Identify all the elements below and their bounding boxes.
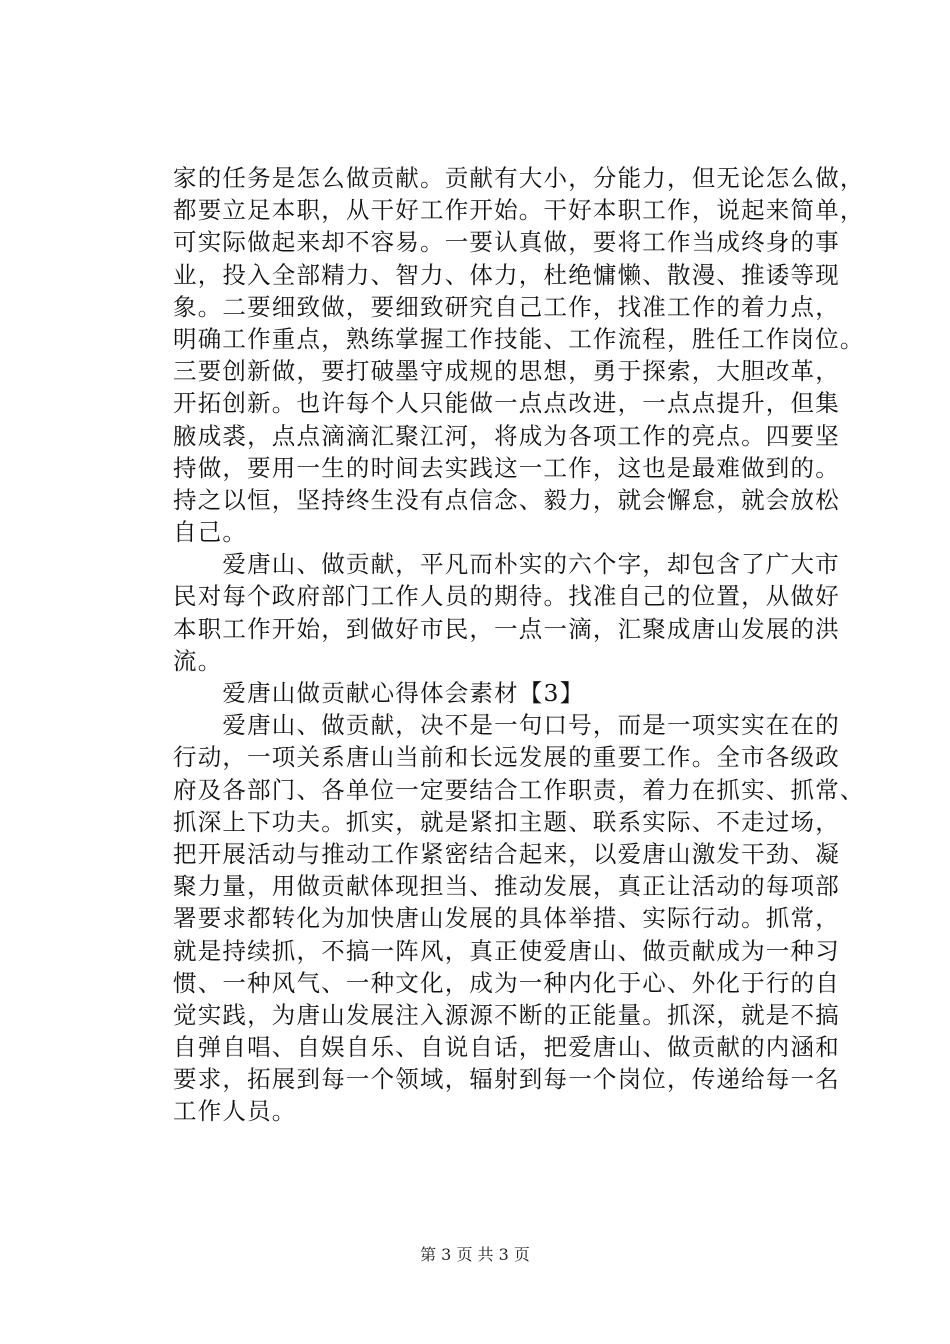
text-line: 业，投入全部精力、智力、体力，杜绝慵懒、散漫、推诿等现 <box>173 260 840 289</box>
body-text <box>173 162 865 1128</box>
text-line: 要求，拓展到每一个领域，辐射到每一个岗位，传递给每一名 <box>173 1065 840 1094</box>
text-line: 明确工作重点，熟练掌握工作技能、工作流程，胜任工作岗位。 <box>173 324 865 353</box>
text-line: 象。二要细致做，要细致研究自己工作，找准工作的着力点， <box>173 292 840 321</box>
text-line: 持之以恒，坚持终生没有点信念、毅力，就会懈怠，就会放松 <box>173 485 840 514</box>
text-line: 腋成裘，点点滴滴汇聚江河，将成为各项工作的亮点。四要坚 <box>173 421 840 450</box>
section-heading: 爱唐山做贡献心得体会素材【3】 <box>173 679 585 707</box>
text-line: 家的任务是怎么做贡献。贡献有大小，分能力，但无论怎么做， <box>173 164 865 192</box>
page-footer: 第 3 页 共 3 页 <box>420 1245 530 1264</box>
text-line: 爱唐山、做贡献，决不是一句口号，而是一项实实在在的 <box>173 711 840 740</box>
text-line: 觉实践，为唐山发展注入源源不断的正能量。抓深，就是不搞 <box>173 1000 840 1029</box>
text-line: 流。 <box>173 646 223 675</box>
text-line: 民对每个政府部门工作人员的期待。找准自己的位置，从做好 <box>173 582 840 611</box>
text-line: 就是持续抓，不搞一阵风，真正使爱唐山、做贡献成为一种习 <box>173 936 840 965</box>
text-line: 本职工作开始，到做好市民，一点一滴，汇聚成唐山发展的洪 <box>173 614 840 643</box>
text-line: 把开展活动与推动工作紧密结合起来，以爱唐山激发干劲、凝 <box>173 839 840 868</box>
text-line: 开拓创新。也许每个人只能做一点点改进，一点点提升，但集 <box>173 389 840 418</box>
text-line: 行动，一项关系唐山当前和长远发展的重要工作。全市各级政 <box>173 743 840 772</box>
text-line: 爱唐山、做贡献，平凡而朴实的六个字，却包含了广大市 <box>173 550 840 579</box>
text-line: 署要求都转化为加快唐山发展的具体举措、实际行动。抓常， <box>173 904 840 933</box>
text-line: 持做，要用一生的时间去实践这一工作，这也是最难做到的。 <box>173 453 840 482</box>
text-line: 可实际做起来却不容易。一要认真做，要将工作当成终身的事 <box>173 228 840 257</box>
text-line: 抓深上下功夫。抓实，就是紧扣主题、联系实际、不走过场， <box>173 807 840 836</box>
text-line: 都要立足本职，从干好工作开始。干好本职工作，说起来简单， <box>173 196 865 225</box>
text-line: 惯、一种风气、一种文化，成为一种内化于心、外化于行的自 <box>173 968 840 997</box>
text-line: 自己。 <box>173 518 248 547</box>
text-line: 府及各部门、各单位一定要结合工作职责，着力在抓实、抓常、 <box>173 775 865 804</box>
text-line: 自弹自唱、自娱自乐、自说自话，把爱唐山、做贡献的内涵和 <box>173 1033 840 1062</box>
text-line: 工作人员。 <box>173 1097 297 1126</box>
text-line: 三要创新做，要打破墨守成规的思想，勇于探索，大胆改革， <box>173 357 840 386</box>
text-line: 聚力量，用做贡献体现担当、推动发展，真正让活动的每项部 <box>173 872 840 901</box>
